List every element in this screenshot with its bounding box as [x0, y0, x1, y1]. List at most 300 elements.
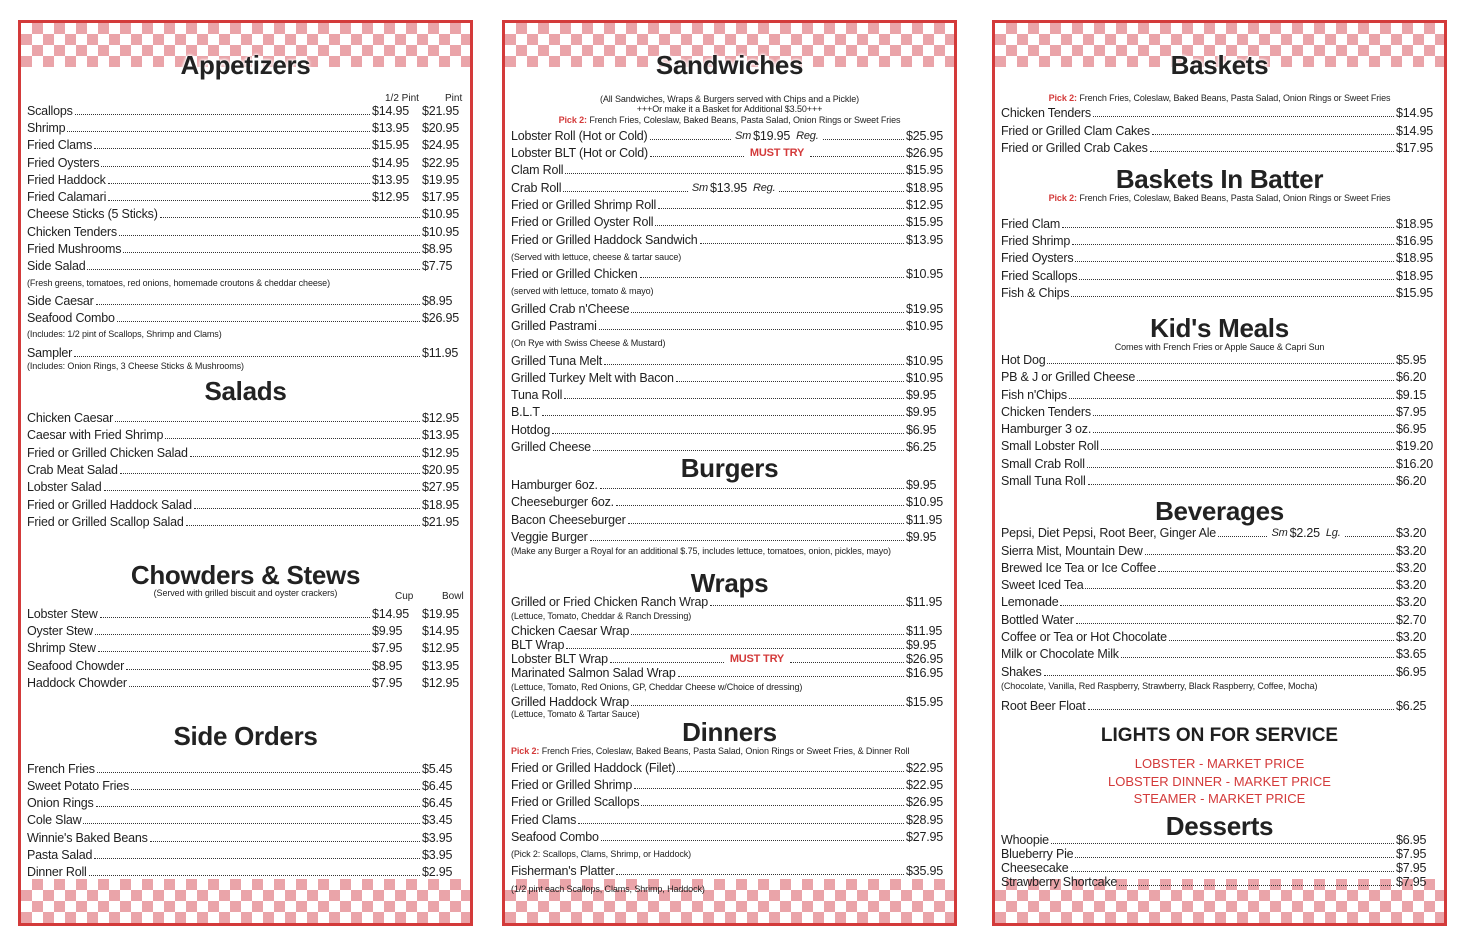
item-price: $6.95	[1396, 422, 1427, 436]
leader-dots	[1152, 134, 1394, 135]
item-price: $19.95	[906, 302, 944, 316]
leader-dots	[1119, 885, 1394, 886]
item-name: Cheesecake	[1001, 861, 1069, 875]
item-price: $22.95	[906, 761, 944, 775]
item-price: $27.95	[906, 830, 944, 844]
size-label-regular: Reg.	[796, 130, 819, 142]
menu-item-row	[1001, 213, 1438, 231]
leader-dots	[1079, 279, 1394, 280]
item-name: Marinated Salmon Salad Wrap	[511, 666, 676, 680]
leader-dots	[101, 166, 370, 167]
item-price: $22.95	[422, 156, 460, 170]
item-name: Scallops	[27, 104, 73, 118]
leader-dots	[1071, 296, 1394, 297]
item-name: Grilled Pastrami	[511, 319, 597, 333]
market-price-line: STEAMER - MARKET PRICE	[1133, 791, 1306, 806]
leader-dots	[1150, 151, 1394, 152]
note-text: (Lettuce, Tomato, Cheddar & Ranch Dressing)	[511, 611, 692, 621]
item-price: $20.95	[422, 463, 460, 477]
note-text: (served with lettuce, tomato & mayo)	[511, 286, 654, 296]
leader-dots	[600, 488, 904, 489]
menu-item-row	[27, 844, 464, 862]
menu-item-row	[27, 307, 464, 325]
item-price-half: $7.95	[372, 641, 403, 655]
item-name: Clam Roll	[511, 163, 564, 177]
item-name: Sampler	[27, 346, 73, 360]
note-text: Comes with French Fries or Apple Sauce & Capri Sun	[1114, 342, 1325, 352]
item-name: Fried Oysters	[1001, 251, 1074, 265]
menu-item-row	[27, 134, 464, 152]
leader-dots	[1069, 398, 1394, 399]
menu-item-row	[27, 100, 464, 118]
leader-dots	[1093, 415, 1394, 416]
item-price: $10.95	[422, 225, 460, 239]
menu-item-row	[511, 401, 948, 419]
item-name: Grilled Haddock Wrap	[511, 695, 630, 709]
leader-dots	[96, 304, 420, 305]
item-price: $25.95	[906, 129, 944, 143]
item-note	[511, 546, 948, 557]
menu-item-row	[1001, 418, 1438, 436]
leader-dots	[97, 772, 420, 773]
item-name: Fried or Grilled Haddock Sandwich	[511, 233, 698, 247]
menu-item-row	[27, 407, 464, 425]
menu-item-row	[511, 591, 948, 609]
item-name: Chicken Caesar	[27, 411, 114, 425]
item-name: Lobster BLT (Hot or Cold)	[511, 146, 648, 160]
menu-item-row	[1001, 247, 1438, 265]
item-name: Whoopie	[1001, 833, 1049, 847]
menu-item-row	[1001, 832, 1438, 847]
item-name: Veggie Burger	[511, 530, 588, 544]
leader-dots	[186, 525, 420, 526]
leader-dots	[108, 183, 370, 184]
item-price: $3.20	[1396, 544, 1427, 558]
item-price: $3.20	[1396, 526, 1427, 540]
leader-dots	[129, 686, 370, 687]
item-price: $6.45	[422, 779, 453, 793]
menu-item-row	[1001, 384, 1438, 402]
item-price: $10.95	[906, 319, 944, 333]
item-price: $18.95	[422, 498, 460, 512]
price-column-header: 1/2 Pint	[385, 93, 419, 104]
item-name: Hotdog	[511, 423, 551, 437]
leader-dots	[616, 505, 904, 506]
note-text: (Includes: 1/2 pint of Scallops, Shrimp and Clams)	[27, 329, 222, 339]
leader-dots	[83, 823, 420, 824]
menu-item-row	[511, 177, 948, 195]
leader-dots	[590, 540, 904, 541]
item-price: $10.95	[906, 371, 944, 385]
leader-dots	[678, 676, 904, 677]
item-price: $19.20	[1396, 439, 1434, 453]
leader-dots	[126, 669, 370, 670]
panel-content	[1001, 23, 1438, 923]
menu-item-row	[27, 637, 464, 655]
item-price: $18.95	[1396, 217, 1434, 231]
item-price: $6.20	[1396, 474, 1427, 488]
menu-item-row	[511, 194, 948, 212]
item-price: $3.45	[422, 813, 453, 827]
item-price: $21.95	[422, 515, 460, 529]
item-price: $6.95	[1396, 833, 1427, 847]
item-price: $3.65	[1396, 647, 1427, 661]
item-name: Bacon Cheeseburger	[511, 513, 626, 527]
item-name: Fried Clam	[1001, 217, 1061, 231]
item-name: Lobster BLT Wrap	[511, 652, 608, 666]
price-column-header: Bowl	[442, 591, 464, 602]
menu-item-row	[511, 315, 948, 333]
item-price: $10.95	[906, 495, 944, 509]
menu-item-row	[1001, 695, 1438, 713]
menu-item-row	[27, 775, 464, 793]
menu-item-row	[511, 350, 948, 368]
item-name: PB & J or Grilled Cheese	[1001, 370, 1136, 384]
item-name: Fried or Grilled Chicken Salad	[27, 446, 188, 460]
section-heading: Baskets In Batter	[1115, 164, 1324, 194]
item-price: $3.95	[422, 831, 453, 845]
item-name: Chicken Tenders	[27, 225, 117, 239]
leader-dots	[1169, 640, 1394, 641]
item-price: $3.20	[1396, 595, 1427, 609]
menu-item-row	[27, 424, 464, 442]
leader-dots	[100, 617, 370, 618]
menu-item-row	[1001, 137, 1438, 155]
item-price: $9.95	[906, 478, 937, 492]
item-note	[1001, 193, 1438, 204]
leader-dots	[1218, 536, 1267, 537]
item-note	[511, 252, 948, 263]
leader-dots	[1044, 675, 1395, 676]
menu-item-row	[511, 367, 948, 385]
leader-dots	[1121, 657, 1394, 658]
leader-dots	[150, 841, 420, 842]
item-price: $13.95	[422, 659, 460, 673]
menu-item-row	[1001, 661, 1438, 679]
must-try-badge: MUST TRY	[729, 653, 785, 665]
item-price: $16.20	[1396, 457, 1434, 471]
item-name: Fried or Grilled Scallops	[511, 795, 640, 809]
item-name: Crab Meat Salad	[27, 463, 118, 477]
item-name: Bottled Water	[1001, 613, 1074, 627]
item-price: $17.95	[1396, 141, 1434, 155]
menu-item-row	[27, 290, 464, 308]
note-text: (Lettuce, Tomato & Tartar Sauce)	[511, 709, 640, 719]
menu-item-row	[1001, 874, 1438, 889]
item-name: Fried or Grilled Haddock Salad	[27, 498, 192, 512]
item-price: $12.95	[422, 641, 460, 655]
item-name: Grilled Tuna Melt	[511, 354, 603, 368]
menu-item-row	[1001, 453, 1438, 471]
item-name: Shrimp	[27, 121, 66, 135]
menu-item-row	[27, 655, 464, 673]
item-price: $6.45	[422, 796, 453, 810]
menu-item-row	[1001, 120, 1438, 138]
leader-dots	[87, 269, 420, 270]
menu-item-row	[511, 826, 948, 844]
price-column-header: Pint	[445, 93, 463, 104]
item-price: $13.95	[906, 233, 944, 247]
item-name: Seafood Combo	[511, 830, 599, 844]
item-price: $26.95	[422, 311, 460, 325]
leader-dots	[1047, 363, 1394, 364]
item-name: Side Salad	[27, 259, 86, 273]
item-price: $12.95	[422, 411, 460, 425]
leader-dots	[676, 381, 904, 382]
menu-item-row	[27, 186, 464, 204]
item-name: Lobster Stew	[27, 607, 98, 621]
leader-dots	[117, 321, 420, 322]
menu-item-row	[1001, 366, 1438, 384]
panel-content	[511, 23, 948, 923]
item-price: $11.95	[422, 346, 459, 360]
leader-dots	[1062, 227, 1394, 228]
item-price: $3.20	[1396, 630, 1427, 644]
item-price: $14.95	[422, 624, 460, 638]
menu-item-row	[1001, 349, 1438, 367]
menu-item-row	[1001, 435, 1438, 453]
item-name: Small Lobster Roll	[1001, 439, 1099, 453]
leader-dots	[75, 114, 370, 115]
leader-dots	[95, 634, 370, 635]
menu-item-row	[511, 419, 948, 437]
item-price: $6.25	[1396, 699, 1427, 713]
item-price: $7.95	[1396, 847, 1427, 861]
leader-dots	[1158, 571, 1394, 572]
item-name: Sweet Iced Tea	[1001, 578, 1084, 592]
item-price: $10.95	[422, 207, 460, 221]
item-price-half: $8.95	[372, 659, 403, 673]
leader-dots	[1101, 449, 1394, 450]
item-price: $15.95	[906, 695, 944, 709]
leader-dots	[123, 252, 420, 253]
leader-dots	[631, 705, 904, 706]
leader-dots	[628, 523, 904, 524]
leader-dots	[1072, 244, 1394, 245]
item-price: $14.95	[1396, 106, 1434, 120]
item-price-small: $2.25	[1289, 526, 1320, 540]
leader-dots	[98, 651, 370, 652]
item-name: Haddock Chowder	[27, 676, 127, 690]
leader-dots	[640, 277, 905, 278]
menu-item-row	[511, 757, 948, 775]
item-price-half: $9.95	[372, 624, 403, 638]
item-name: Pasta Salad	[27, 848, 93, 862]
item-price: $16.95	[1396, 234, 1434, 248]
size-label-small: Sm	[1271, 527, 1288, 539]
leader-dots	[599, 329, 904, 330]
item-name: Fried or Grilled Chicken	[511, 267, 638, 281]
item-name: Fried or Grilled Shrimp	[511, 778, 633, 792]
leader-dots	[108, 200, 370, 201]
note-text: (1/2 pint each Scallops, Clams, Shrimp, Haddock)	[511, 884, 705, 894]
item-name: Lobster Salad	[27, 480, 102, 494]
price-column-header: Cup	[395, 591, 414, 602]
note-text: (Make any Burger a Royal for an additional $.75, includes lettuce, tomatoes, onion, pickles, mayo)	[511, 546, 891, 556]
item-name: Fried Clams	[511, 813, 577, 827]
menu-item-row	[27, 792, 464, 810]
pick-label: Pick 2:	[558, 115, 587, 125]
menu-item-row	[27, 494, 464, 512]
menu-panel-middle	[502, 20, 957, 926]
item-price: $12.95	[422, 446, 460, 460]
item-price: $22.95	[906, 778, 944, 792]
leader-dots	[190, 456, 420, 457]
item-price: $9.95	[906, 388, 937, 402]
item-name: Grilled or Fried Chicken Ranch Wrap	[511, 595, 709, 609]
menu-item-row	[511, 125, 948, 143]
note-text: (Chocolate, Vanilla, Red Raspberry, Strawberry, Black Raspberry, Coffee, Mocha)	[1001, 681, 1318, 691]
item-name: Strawberry Shortcake	[1001, 875, 1118, 889]
leader-dots	[810, 156, 904, 157]
leader-dots	[601, 840, 904, 841]
leader-dots	[1076, 623, 1394, 624]
item-name: Seafood Combo	[27, 311, 115, 325]
item-price: $18.95	[1396, 269, 1434, 283]
menu-item-row	[1001, 102, 1438, 120]
menu-item-row	[27, 476, 464, 494]
item-name: Grilled Crab n'Cheese	[511, 302, 630, 316]
item-price-half: $14.95	[372, 156, 410, 170]
item-price: $8.95	[422, 242, 453, 256]
item-note	[27, 361, 464, 372]
item-name: Fried or Grilled Haddock (Filet)	[511, 761, 676, 775]
item-price: $9.15	[1396, 388, 1427, 402]
item-name: Shakes	[1001, 665, 1042, 679]
item-price: $24.95	[422, 138, 460, 152]
leader-dots	[1137, 380, 1394, 381]
item-name: Shrimp Stew	[27, 641, 96, 655]
leader-dots	[823, 139, 904, 140]
item-price: $10.95	[906, 267, 944, 281]
market-price-line: LOBSTER DINNER - MARKET PRICE	[1108, 774, 1331, 789]
leader-dots	[1075, 261, 1394, 262]
note-text: +++Or make it a Basket for Additional $3.50+++	[636, 104, 823, 114]
section-heading: Appetizers	[180, 50, 311, 80]
menu-item-row	[1001, 470, 1438, 488]
must-try-badge: MUST TRY	[749, 147, 805, 159]
leader-dots	[552, 433, 904, 434]
item-price-half: $13.95	[372, 121, 410, 135]
leader-dots	[634, 788, 904, 789]
menu-item-row	[27, 459, 464, 477]
leader-dots	[119, 235, 420, 236]
item-price: $9.95	[906, 530, 937, 544]
item-name: Lemonade	[1001, 595, 1059, 609]
item-note	[1001, 681, 1438, 692]
leader-dots	[604, 364, 904, 365]
menu-item-row	[511, 809, 948, 827]
menu-item-row	[1001, 574, 1438, 592]
item-name: Seafood Chowder	[27, 659, 125, 673]
item-price: $3.20	[1396, 578, 1427, 592]
item-name: Fried or Grilled Oyster Roll	[511, 215, 654, 229]
menu-item-row	[1001, 522, 1438, 540]
leader-dots	[67, 131, 370, 132]
item-name: Sweet Potato Fries	[27, 779, 130, 793]
item-name: Crab Roll	[511, 181, 562, 195]
item-name: Fish n'Chips	[1001, 388, 1067, 402]
leader-dots	[131, 789, 420, 790]
item-name: Cole Slaw	[27, 813, 82, 827]
size-label-regular: Reg.	[753, 182, 776, 194]
menu-item-row	[27, 827, 464, 845]
item-price-half: $15.95	[372, 138, 410, 152]
leader-dots	[578, 823, 904, 824]
item-name: Fried or Grilled Clam Cakes	[1001, 124, 1150, 138]
leader-dots	[1088, 709, 1394, 710]
menu-item-row	[27, 152, 464, 170]
note-text: (Lettuce, Tomato, Red Onions, GP, Cheddar Cheese w/Choice of dressing)	[511, 682, 803, 692]
menu-item-row	[27, 255, 464, 273]
leader-dots	[115, 421, 420, 422]
item-name: Winnie's Baked Beans	[27, 831, 148, 845]
menu-item-row	[27, 342, 464, 360]
item-name: Lobster Roll (Hot or Cold)	[511, 129, 648, 143]
item-price: $7.75	[422, 259, 453, 273]
leader-dots	[641, 805, 904, 806]
leader-dots	[89, 875, 420, 876]
leader-dots	[1088, 484, 1394, 485]
leader-dots	[1087, 467, 1394, 468]
item-name: Small Tuna Roll	[1001, 474, 1086, 488]
leader-dots	[1071, 871, 1395, 872]
note-text: French Fries, Coleslaw, Baked Beans, Pasta Salad, Onion Rings or Sweet Fries	[1076, 93, 1391, 103]
item-name: Fried or Grilled Shrimp Roll	[511, 198, 657, 212]
menu-item-row	[511, 263, 948, 281]
panel-content	[27, 23, 464, 923]
menu-item-row	[511, 791, 948, 809]
pick-label: Pick 2:	[1048, 93, 1077, 103]
item-note	[511, 104, 948, 115]
item-price: $6.25	[906, 440, 937, 454]
item-price: $28.95	[906, 813, 944, 827]
menu-item-row	[27, 442, 464, 460]
item-price: $13.95	[422, 428, 460, 442]
item-price: $7.95	[1396, 875, 1427, 889]
menu-item-row	[1001, 230, 1438, 248]
section-heading: Chowders & Stews	[130, 560, 361, 590]
item-price-half: $13.95	[372, 173, 410, 187]
section-heading: Kid's Meals	[1150, 313, 1289, 343]
item-price: $18.95	[906, 181, 944, 195]
leader-dots	[120, 473, 420, 474]
market-price-line: LOBSTER - MARKET PRICE	[1134, 756, 1305, 771]
item-name: Fried Mushrooms	[27, 242, 122, 256]
item-price: $12.95	[422, 676, 460, 690]
leader-dots	[710, 605, 904, 606]
item-price: $2.70	[1396, 613, 1427, 627]
item-name: Dinner Roll	[27, 865, 87, 879]
menu-item-row	[27, 758, 464, 776]
menu-item-row	[511, 298, 948, 316]
leader-dots	[1145, 554, 1394, 555]
item-note	[511, 849, 948, 860]
item-price: $26.95	[906, 795, 944, 809]
item-name: Fried or Grilled Crab Cakes	[1001, 141, 1148, 155]
menu-item-row	[27, 511, 464, 529]
pick-label: Pick 2:	[1048, 193, 1077, 203]
item-price: $20.95	[422, 121, 460, 135]
menu-item-row	[1001, 626, 1438, 644]
leader-dots	[104, 490, 420, 491]
item-name: Fried or Grilled Scallop Salad	[27, 515, 184, 529]
leader-dots	[779, 191, 904, 192]
item-name: Chicken Caesar Wrap	[511, 624, 630, 638]
pick-label: Pick 2:	[511, 746, 540, 756]
leader-dots	[160, 217, 420, 218]
item-name: French Fries	[27, 762, 95, 776]
